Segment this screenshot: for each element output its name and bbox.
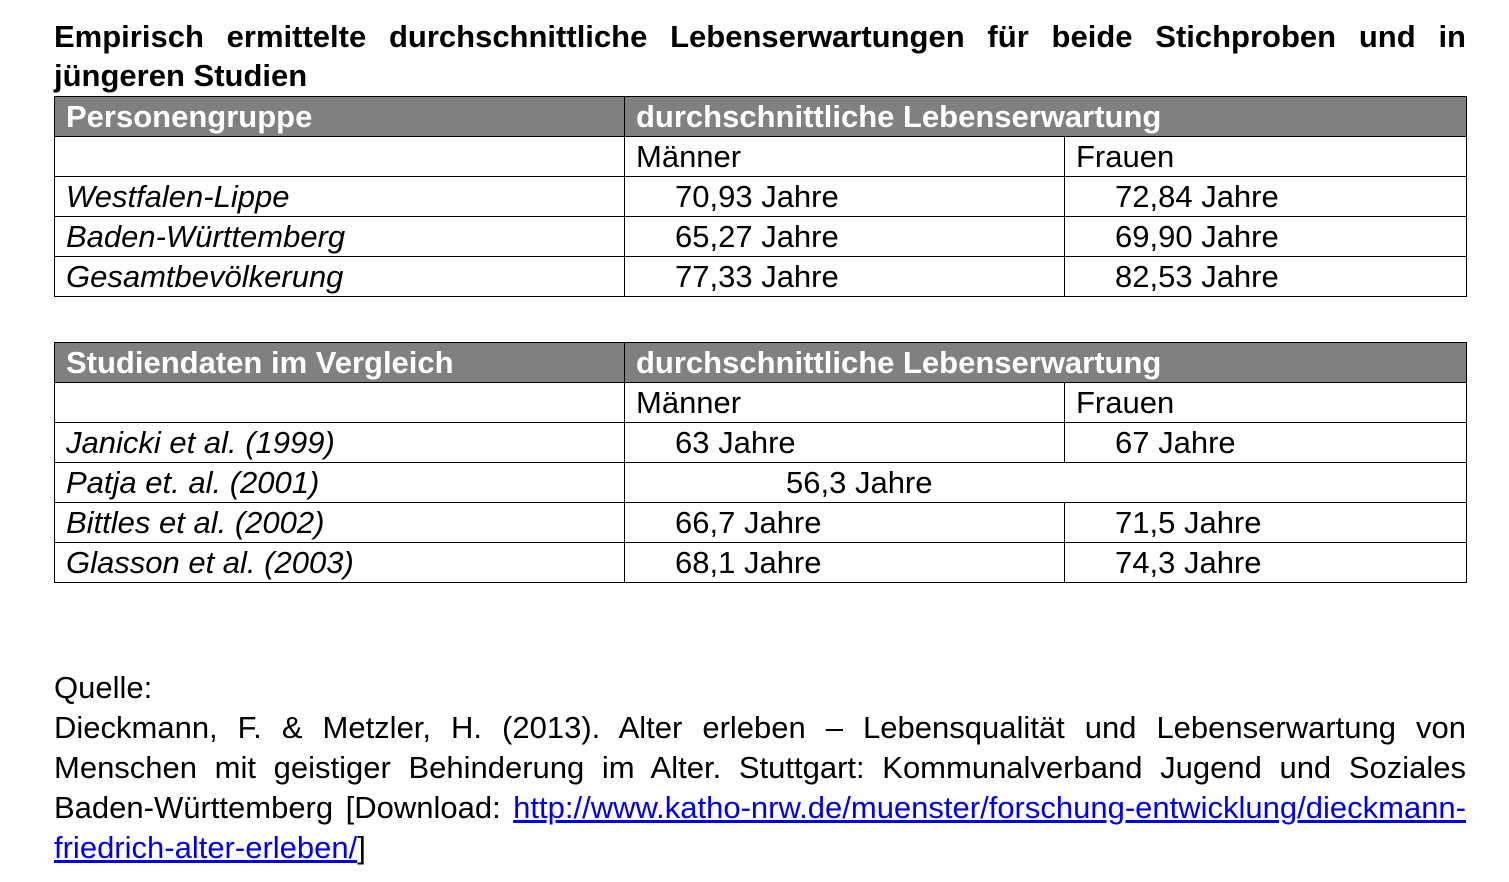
subheader-men: Männer — [625, 137, 1065, 177]
table-row — [55, 257, 1467, 297]
value-men: 66,7 Jahre — [625, 503, 1065, 543]
table-header-row — [55, 97, 1467, 137]
download-link[interactable]: http://www.katho-nrw.de/muenster/forschung-entwicklung/dieckmann-friedrich-alter-erleben/ — [54, 790, 1466, 865]
value-men: 70,93 Jahre — [625, 177, 1065, 217]
life-expectancy-samples-table — [54, 96, 1467, 297]
empty-cell — [55, 383, 625, 423]
study-comparison-table — [54, 342, 1467, 583]
value-women: 67 Jahre — [1065, 423, 1467, 463]
row-label: Gesamtbevölkerung — [55, 257, 625, 297]
row-label: Glasson et al. (2003) — [55, 543, 625, 583]
empty-cell — [55, 137, 625, 177]
citation-text: Dieckmann, F. & Metzler, H. (2013). Alter erleben – Lebensqualität und Lebenserwartung von Menschen mit geistiger Behinderung im Alter. Stuttgart: Kommunalverband Jugend und Soziales Baden-Württemberg [Download: — [54, 710, 1466, 825]
subheader-women: Frauen — [1065, 137, 1467, 177]
column-header-study: Studiendaten im Vergleich — [55, 343, 625, 383]
value-men: 65,27 Jahre — [625, 217, 1065, 257]
table-subheader-row — [55, 137, 1467, 177]
row-label: Bittles et al. (2002) — [55, 503, 625, 543]
source-citation — [54, 708, 1466, 868]
source-label: Quelle: — [54, 670, 153, 705]
value-women: 71,5 Jahre — [1065, 503, 1467, 543]
value-women: 72,84 Jahre — [1065, 177, 1467, 217]
value-combined: 56,3 Jahre — [625, 463, 1467, 503]
value-women: 82,53 Jahre — [1065, 257, 1467, 297]
subheader-men: Männer — [625, 383, 1065, 423]
table-row — [55, 543, 1467, 583]
value-men: 63 Jahre — [625, 423, 1065, 463]
source-section — [54, 668, 1466, 868]
table-row — [55, 423, 1467, 463]
row-label: Janicki et al. (1999) — [55, 423, 625, 463]
value-men: 77,33 Jahre — [625, 257, 1065, 297]
value-men: 68,1 Jahre — [625, 543, 1065, 583]
table-row — [55, 177, 1467, 217]
row-label: Baden-Württemberg — [55, 217, 625, 257]
row-label: Westfalen-Lippe — [55, 177, 625, 217]
column-header-life-expectancy: durchschnittliche Lebenserwartung — [625, 97, 1467, 137]
value-women: 69,90 Jahre — [1065, 217, 1467, 257]
document-title: Empirisch ermittelte durchschnittliche Lebenserwartungen für beide Stichproben und in jüngeren Studien — [54, 19, 1466, 93]
row-label: Patja et. al. (2001) — [55, 463, 625, 503]
table-header-row — [55, 343, 1467, 383]
table-subheader-row — [55, 383, 1467, 423]
table-row — [55, 503, 1467, 543]
table-row — [55, 463, 1467, 503]
value-women: 74,3 Jahre — [1065, 543, 1467, 583]
column-header-group: Personengruppe — [55, 97, 625, 137]
table-row — [55, 217, 1467, 257]
citation-closing: ] — [357, 830, 366, 865]
column-header-life-expectancy: durchschnittliche Lebenserwartung — [625, 343, 1467, 383]
subheader-women: Frauen — [1065, 383, 1467, 423]
